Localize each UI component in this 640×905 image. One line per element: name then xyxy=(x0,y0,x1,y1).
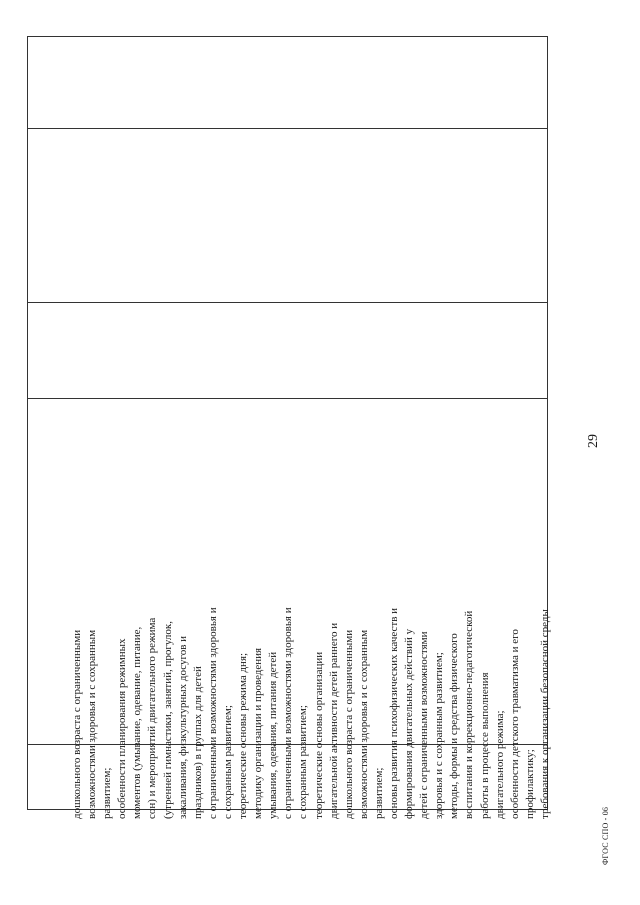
text-line: теоретические основы режима дня; xyxy=(237,652,250,819)
text-line: теоретические основы организации xyxy=(312,651,325,819)
text-line: работы в процессе выполнения xyxy=(478,672,491,819)
text-line: с ограниченными возможностями здоровья и xyxy=(206,607,219,819)
text-line: моментов (умывание, одевание, питание, xyxy=(131,626,144,819)
text-line: основы развития психофизических качеств и xyxy=(387,607,400,819)
text-line: дошкольного возраста с ограниченными xyxy=(342,629,355,819)
text-line: двигательного режима; xyxy=(493,710,506,819)
text-line: с сохранным развитием; xyxy=(297,705,310,819)
text-line: особенности детского травматизма и его xyxy=(508,629,521,819)
text-line: праздников) в группах для детей xyxy=(191,666,204,819)
table-column-divider xyxy=(28,302,547,303)
text-line: с ограниченными возможностями здоровья и xyxy=(282,607,295,819)
text-line: профилактику; xyxy=(523,749,536,819)
document-code-footer: ФГОС СПО - 06 xyxy=(601,806,610,865)
text-line: методы, формы и средства физического xyxy=(448,633,461,819)
text-line: дошкольного возраста с ограниченными xyxy=(71,629,83,819)
text-line: закаливания, физкультурных досугов и xyxy=(176,635,189,819)
text-line: развитием; xyxy=(101,767,114,819)
text-line: (утренней гимнастики, занятий, прогулок, xyxy=(161,621,174,819)
text-line: возможностями здоровья и с сохранным xyxy=(357,629,370,819)
text-line: требования к организации безопасной среды xyxy=(538,609,551,819)
knowledge-list-cell xyxy=(70,499,553,819)
text-line: воспитания и коррекционно-педагогической xyxy=(463,610,476,819)
text-line: двигательной активности детей раннего и xyxy=(327,622,340,819)
text-line: сон) и мероприятий двигательного режима xyxy=(146,617,159,819)
text-line: умывания, одевания, питания детей xyxy=(267,651,280,819)
text-line: формирования двигательных действий у xyxy=(403,628,416,819)
page-number: 29 xyxy=(586,434,601,448)
text-line: здоровья и с сохранным развитием; xyxy=(433,652,446,819)
text-line: особенности планирования режимных xyxy=(116,638,129,819)
text-line: возможностями здоровья и с сохранным xyxy=(86,629,99,819)
text-line: детей с ограниченными возможностями xyxy=(418,631,431,819)
text-line: методику организации и проведения xyxy=(252,647,265,819)
table-column-divider xyxy=(28,128,547,129)
text-line: развитием; xyxy=(372,767,385,819)
table-column-divider xyxy=(28,398,547,399)
text-line: с сохранным развитием; xyxy=(221,705,234,819)
